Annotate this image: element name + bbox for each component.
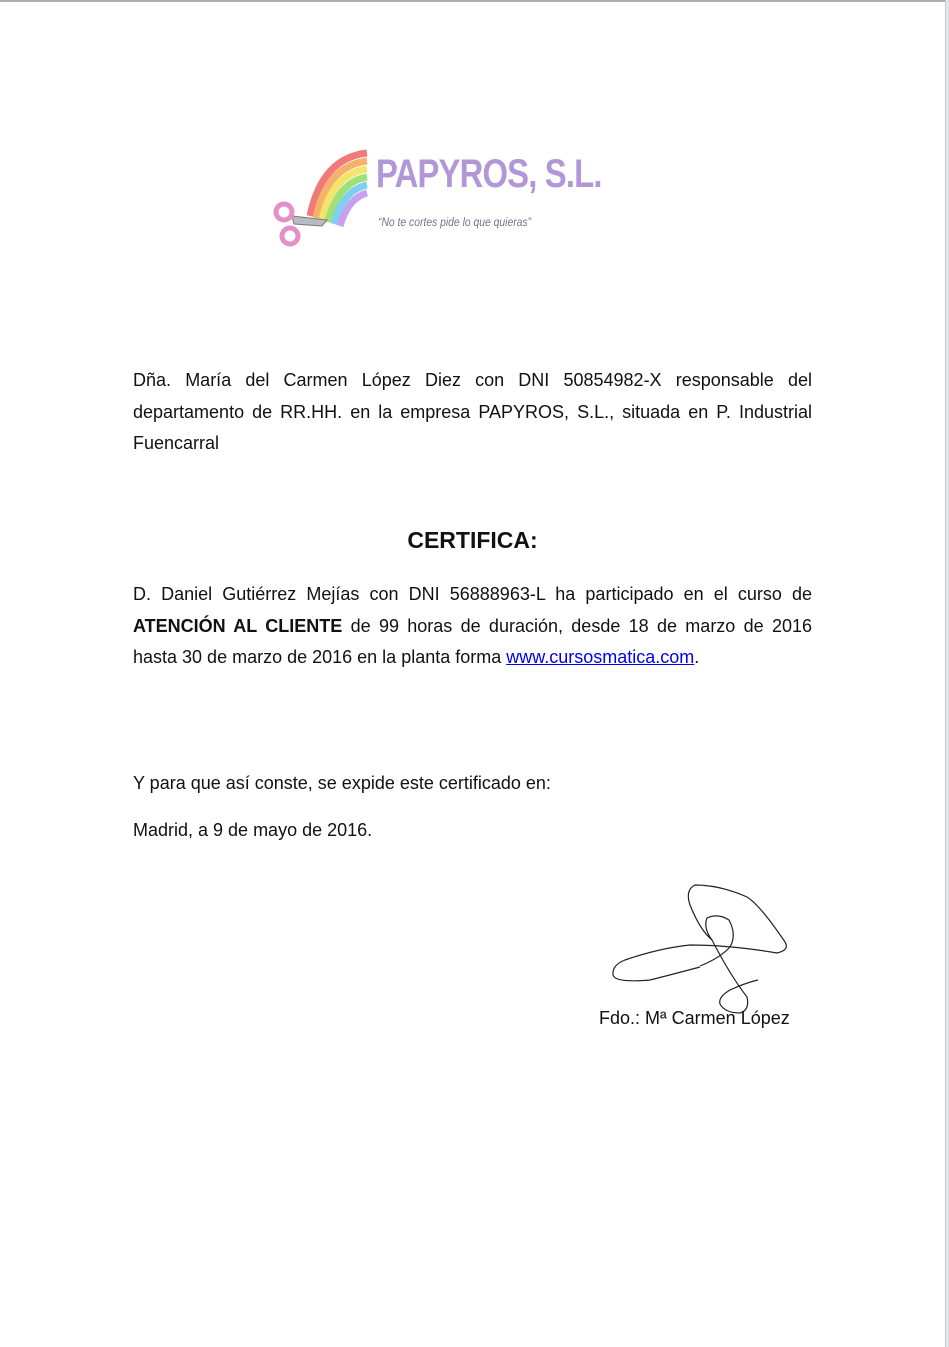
body-text: D. Daniel Gutiérrez Mejías con DNI 56888963-L ha participado en el curso de xyxy=(133,584,812,604)
company-slogan: “No te cortes pide lo que quieras” xyxy=(378,217,532,229)
signature-label: Fdo.: Mª Carmen López xyxy=(599,1008,790,1028)
company-name: PAPYROS, S.L. xyxy=(376,152,602,196)
place-date: Madrid, a 9 de mayo de 2016. xyxy=(133,820,373,840)
handwritten-signature xyxy=(600,875,800,1025)
course-link[interactable]: www.cursosmatica.com xyxy=(506,647,695,667)
certificate-title: CERTIFICA: xyxy=(407,527,538,553)
intro-paragraph: Dña. María del Carmen López Diez con DNI 50854982-X responsable del departamento de RR.HH. en la empresa PAPYROS, S.L., situada en P. Industrial Fuencarral xyxy=(133,370,812,453)
certificate-body xyxy=(133,579,812,674)
body-text: . xyxy=(694,647,700,667)
closing-text: Y para que así conste, se expide este certificado en: xyxy=(133,773,551,793)
page-top-border xyxy=(0,0,949,2)
course-name: ATENCIÓN AL CLIENTE xyxy=(133,615,343,636)
page-right-border xyxy=(945,0,949,1347)
body-text: de 99 horas de duración, desde 18 de marzo de 2016 hasta 30 de marzo de 2016 en la planta forma xyxy=(133,615,813,667)
